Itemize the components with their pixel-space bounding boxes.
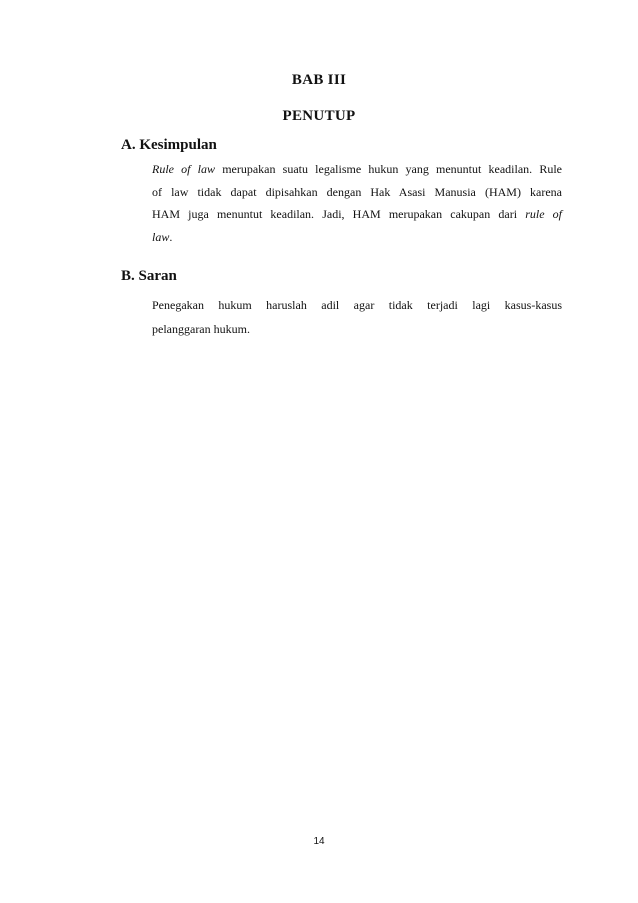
paragraph-line xyxy=(152,184,562,200)
line-text: of law tidak dapat dipisahkan dengan Hak Asasi Manusia (HAM) karena xyxy=(152,185,562,199)
section-heading-saran: B. Saran xyxy=(121,268,177,284)
line-text: . xyxy=(169,230,173,244)
italic-term: law xyxy=(152,230,170,244)
paragraph-line xyxy=(152,161,562,177)
section-heading-kesimpulan: A. Kesimpulan xyxy=(121,137,217,153)
line-text: Penegakan hukum haruslah adil agar tidak terjadi lagi kasus-kasus xyxy=(152,298,562,312)
paragraph-line xyxy=(152,321,562,337)
line-text: HAM juga menuntut keadilan. Jadi, HAM merupakan cakupan dari xyxy=(152,207,526,221)
line-text: merupakan suatu legalisme hukun yang menuntut keadilan. Rule xyxy=(215,162,562,176)
paragraph-line xyxy=(152,229,562,245)
italic-term: Rule of law xyxy=(152,162,216,176)
italic-term: rule of xyxy=(525,207,562,221)
page-number: 14 xyxy=(313,836,325,847)
paragraph-line xyxy=(152,297,562,313)
paragraph-line xyxy=(152,206,562,222)
line-text: pelanggaran hukum. xyxy=(152,322,250,336)
chapter-label: BAB III xyxy=(291,72,347,88)
chapter-title: PENUTUP xyxy=(282,108,356,124)
